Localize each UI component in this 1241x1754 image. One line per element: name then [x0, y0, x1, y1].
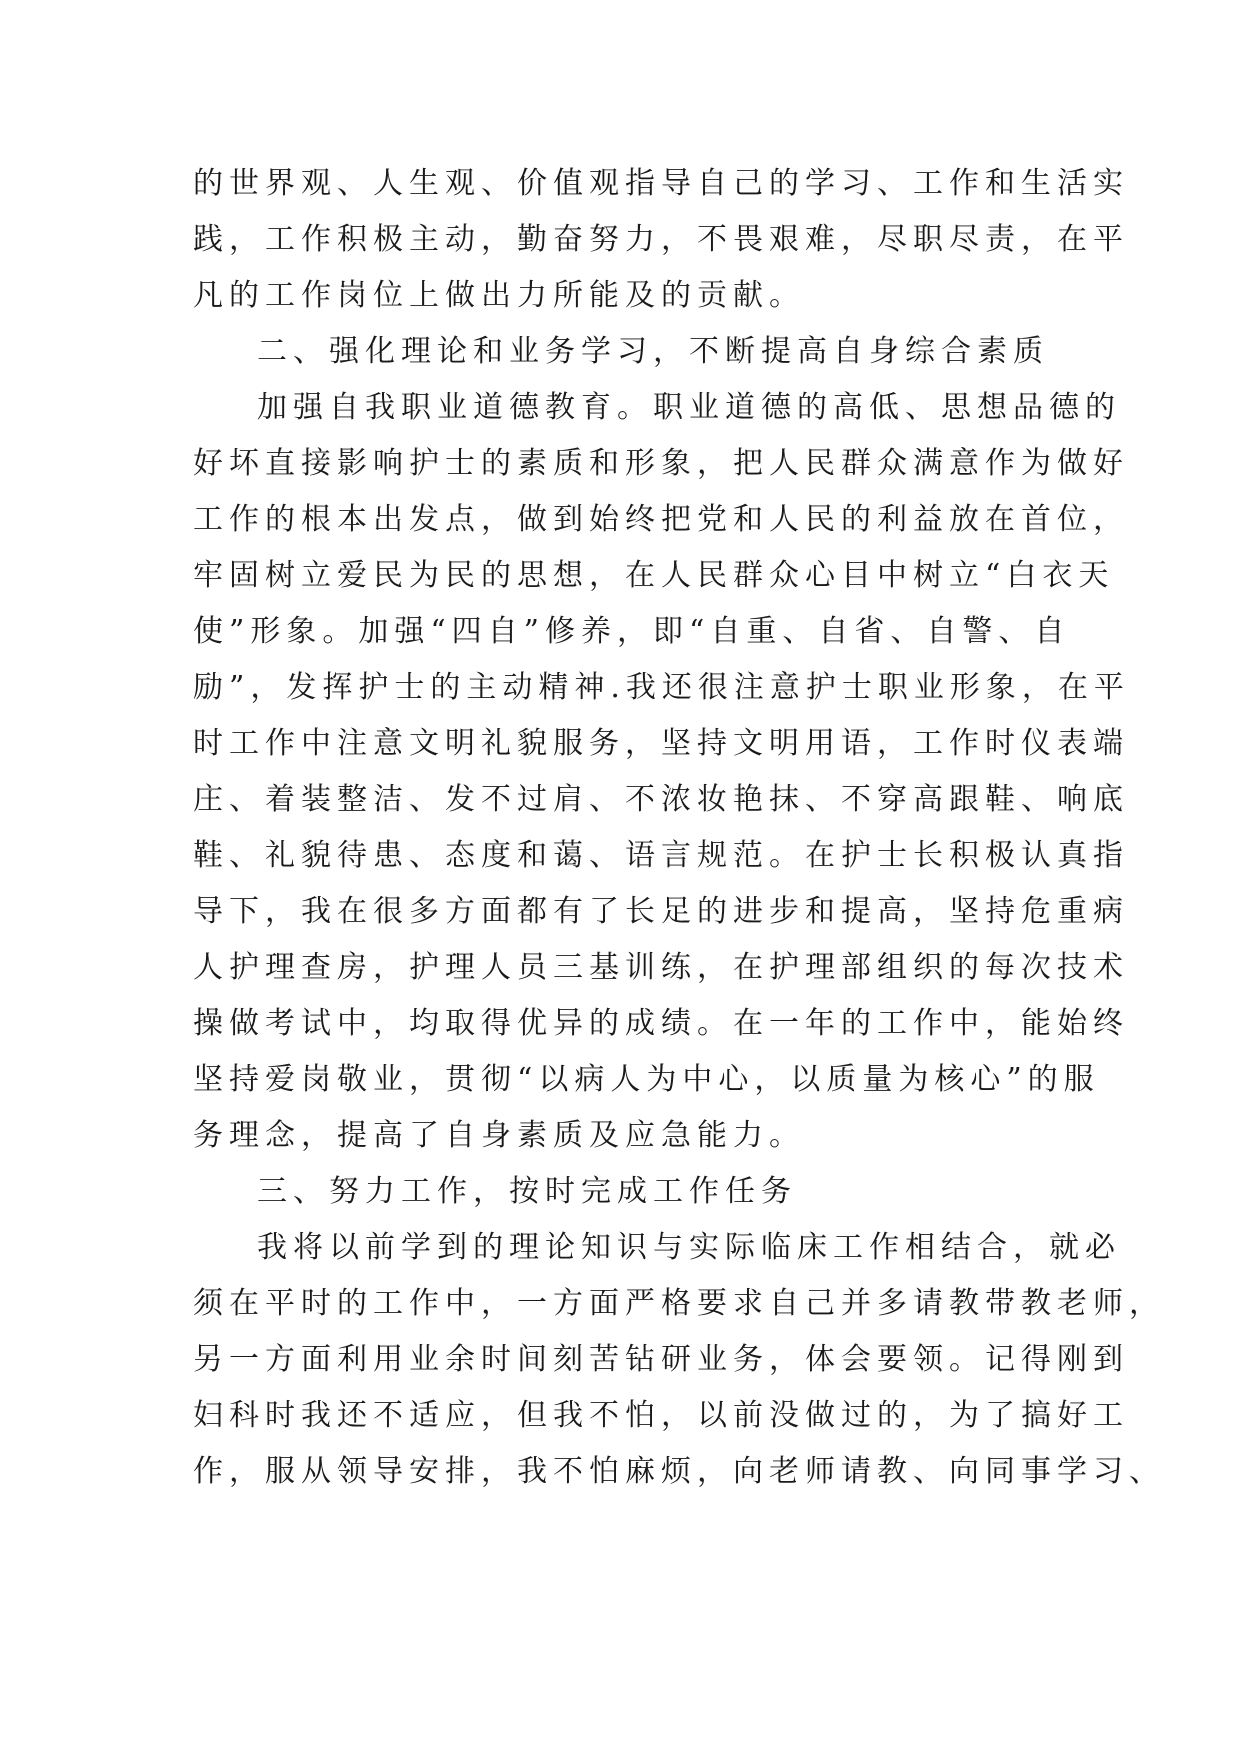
text-line: 坚持爱岗敬业，贯彻“以病人为中心，以质量为核心”的服	[193, 1062, 1100, 1097]
text-line: 的世界观、人生观、价值观指导自己的学习、工作和生活实	[193, 166, 1129, 201]
text-line: 另一方面利用业余时间刻苦钻研业务，体会要领。记得刚到	[193, 1342, 1129, 1377]
text-line: 妇科时我还不适应，但我不怕，以前没做过的，为了搞好工	[193, 1398, 1129, 1433]
text-line: 工作的根本出发点，做到始终把党和人民的利益放在首位，	[193, 502, 1129, 537]
text-line: 凡的工作岗位上做出力所能及的贡献。	[193, 278, 805, 313]
text-line: 时工作中注意文明礼貌服务，坚持文明用语，工作时仪表端	[193, 726, 1129, 761]
text-line: 操做考试中，均取得优异的成绩。在一年的工作中，能始终	[193, 1006, 1129, 1041]
text-line: 须在平时的工作中，一方面严格要求自己并多请教带教老师，	[193, 1286, 1165, 1321]
text-line: 人护理查房，护理人员三基训练，在护理部组织的每次技术	[193, 950, 1129, 985]
section-heading-2: 二、强化理论和业务学习，不断提高自身综合素质	[257, 334, 1049, 369]
text-line: 作，服从领导安排，我不怕麻烦，向老师请教、向同事学习、	[193, 1454, 1165, 1489]
text-line: 庄、着装整洁、发不过肩、不浓妆艳抹、不穿高跟鞋、响底	[193, 782, 1129, 817]
body-text	[193, 156, 1165, 1500]
text-line: 导下，我在很多方面都有了长足的进步和提高，坚持危重病	[193, 894, 1129, 929]
text-line: 践，工作积极主动，勤奋努力，不畏艰难，尽职尽责，在平	[193, 222, 1129, 257]
text-line: 使”形象。加强“四自”修养，即“自重、自省、自警、自	[193, 614, 1071, 649]
text-line: 牢固树立爱民为民的思想，在人民群众心目中树立“白衣天	[193, 558, 1115, 593]
text-line: 好坏直接影响护士的素质和形象，把人民群众满意作为做好	[193, 446, 1129, 481]
text-line: 我将以前学到的理论知识与实际临床工作相结合，就必	[257, 1230, 1121, 1265]
text-line: 务理念，提高了自身素质及应急能力。	[193, 1118, 805, 1153]
section-heading-3: 三、努力工作，按时完成工作任务	[257, 1174, 797, 1209]
text-line: 加强自我职业道德教育。职业道德的高低、思想品德的	[257, 390, 1121, 425]
text-line: 鞋、礼貌待患、态度和蔼、语言规范。在护士长积极认真指	[193, 838, 1129, 873]
text-line: 励”，发挥护士的主动精神.我还很注意护士职业形象，在平	[193, 670, 1130, 705]
